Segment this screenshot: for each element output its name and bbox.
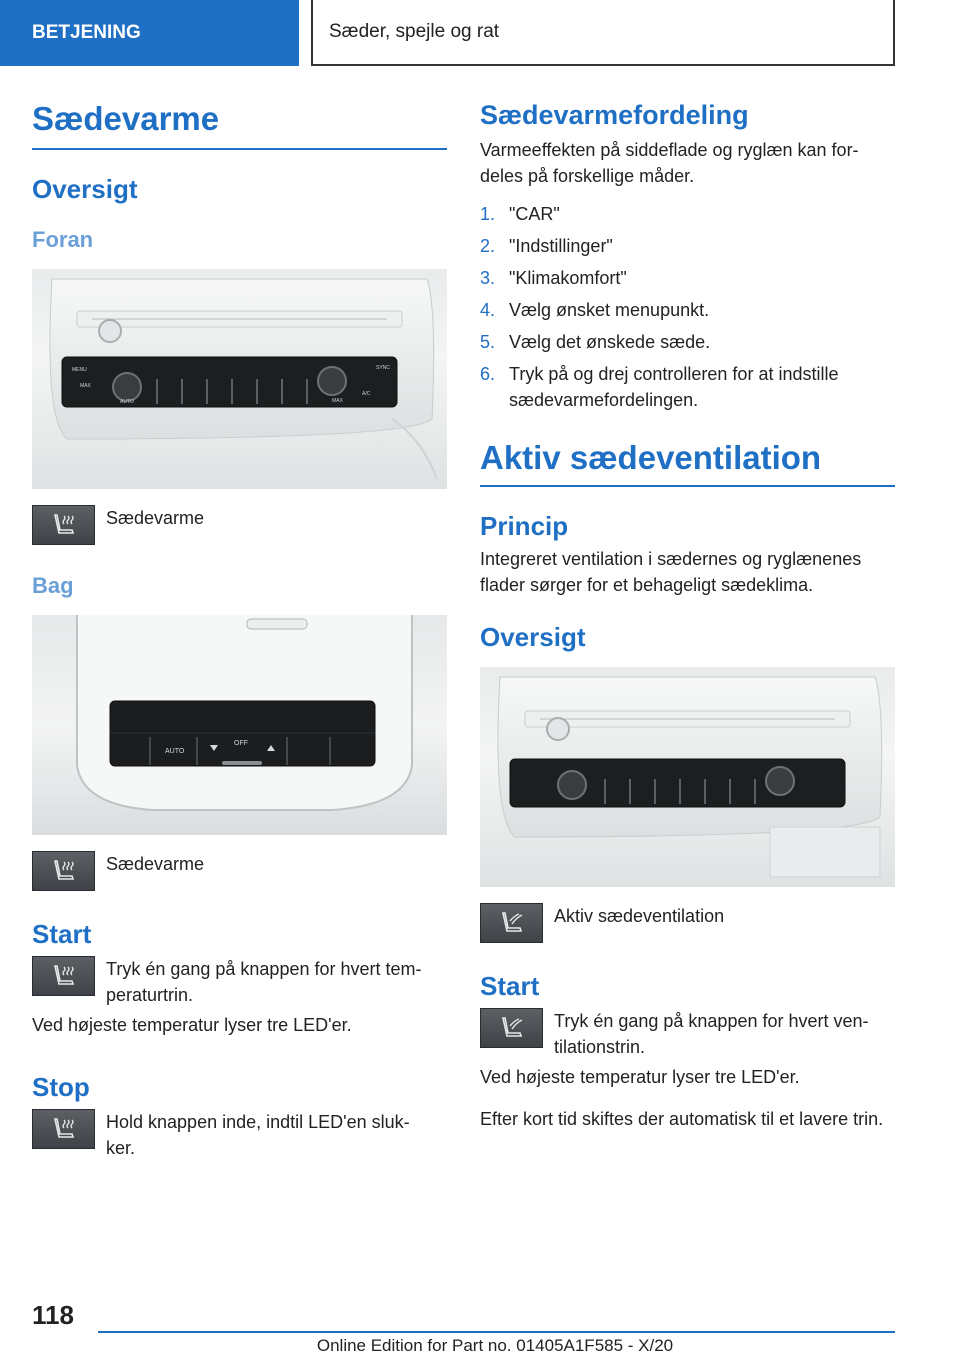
stop-text: Hold knappen inde, indtil LED'en sluk-ker. bbox=[106, 1112, 410, 1158]
list-item: 3. "Klimakomfort" bbox=[480, 268, 627, 288]
seat-heating-icon bbox=[49, 1116, 79, 1142]
seat-heating-button-icon bbox=[32, 505, 95, 545]
front-panel-label: SYNC bbox=[376, 365, 390, 371]
list-item: 5. Vælg det ønskede sæde. bbox=[480, 332, 711, 352]
page-title: Sædevarme bbox=[32, 100, 447, 150]
overview-heading: Oversigt bbox=[32, 174, 138, 204]
distribution-heading: Sædevarmefordeling bbox=[480, 100, 749, 130]
front-heading: Foran bbox=[32, 227, 94, 252]
ventilation-icon-row bbox=[480, 903, 895, 943]
list-item: 4. Vælg ønsket menupunkt. bbox=[480, 300, 710, 320]
vent-start-note: Ved højeste temperatur lyser tre LED'er. bbox=[480, 1067, 800, 1087]
start-text: Tryk én gang på knappen for hvert tem-peraturtrin. bbox=[106, 959, 422, 1005]
front-panel-label: MAX bbox=[80, 383, 91, 389]
footer-edition: Online Edition for Part no. 01405A1F585 - X/20 bbox=[316, 1336, 674, 1355]
rear-icon-label: Sædevarme bbox=[106, 854, 205, 874]
principle-heading: Princip bbox=[480, 511, 569, 541]
seat-ventilation-icon bbox=[497, 910, 527, 936]
ventilation-panel-illustration bbox=[480, 667, 895, 887]
vent-start-heading: Start bbox=[480, 971, 540, 1001]
rear-seat-heating-icon-row bbox=[32, 851, 447, 891]
seat-heating-button-icon bbox=[32, 851, 95, 891]
front-panel-label: A/C bbox=[362, 391, 371, 397]
seat-heating-button-icon bbox=[32, 956, 95, 996]
seat-heating-icon bbox=[49, 512, 79, 538]
list-item: 6. Tryk på og drej controlleren for at indstille sædevarmefordelingen. bbox=[480, 364, 839, 410]
page-number: 118 bbox=[32, 1300, 74, 1330]
front-panel-label: AUTO bbox=[120, 399, 134, 405]
footer-divider bbox=[98, 1331, 895, 1333]
distribution-intro: Varmeeffekten på siddeflade og ryglæn kan for-deles på forskellige måder. bbox=[480, 140, 859, 186]
chapter-title: Sæder, spejle og rat bbox=[311, 0, 895, 66]
front-panel-illustration bbox=[32, 269, 447, 489]
front-seat-heating-icon-row bbox=[32, 505, 447, 545]
vent-start-instruction bbox=[480, 1008, 895, 1060]
ventilation-icon-label: Aktiv sædeventilation bbox=[554, 906, 725, 926]
rear-climate-panel-image bbox=[32, 615, 447, 835]
front-icon-label: Sædevarme bbox=[106, 508, 205, 528]
page-header bbox=[0, 0, 960, 66]
start-instruction bbox=[32, 956, 447, 1008]
front-panel-label: MENU bbox=[72, 367, 87, 373]
left-column bbox=[32, 100, 447, 1161]
ventilation-title: Aktiv sædeventilation bbox=[480, 439, 895, 487]
seat-heating-icon bbox=[49, 858, 79, 884]
seat-ventilation-icon bbox=[497, 1015, 527, 1041]
principle-text: Integreret ventilation i sædernes og ryglænenes flader sørger for et behageligt sædeklima. bbox=[480, 549, 862, 595]
vent-start-text: Tryk én gang på knappen for hvert ven-tilationstrin. bbox=[554, 1011, 869, 1057]
rear-panel-label: OFF bbox=[234, 740, 248, 747]
seat-ventilation-button-icon bbox=[480, 903, 543, 943]
front-climate-panel-image bbox=[32, 269, 447, 489]
seat-heating-button-icon bbox=[32, 1109, 95, 1149]
vent-after-note: Efter kort tid skiftes der automatisk til et lavere trin. bbox=[480, 1109, 884, 1129]
list-item: 1. "CAR" bbox=[480, 204, 560, 224]
stop-heading: Stop bbox=[32, 1072, 90, 1102]
ventilation-panel-image bbox=[480, 667, 895, 887]
seat-heating-icon bbox=[49, 963, 79, 989]
right-column bbox=[480, 100, 895, 1132]
rear-panel-label: AUTO bbox=[165, 748, 185, 755]
start-heading: Start bbox=[32, 919, 92, 949]
seat-ventilation-button-icon bbox=[480, 1008, 543, 1048]
distribution-steps bbox=[480, 201, 895, 413]
front-panel-label: MAX bbox=[332, 398, 343, 404]
rear-panel-illustration bbox=[32, 615, 447, 835]
list-item: 2. "Indstillinger" bbox=[480, 236, 613, 256]
section-tab: BETJENING bbox=[0, 0, 299, 66]
overview-heading: Oversigt bbox=[480, 622, 586, 652]
start-note: Ved højeste temperatur lyser tre LED'er. bbox=[32, 1015, 352, 1035]
rear-heading: Bag bbox=[32, 573, 74, 598]
stop-instruction bbox=[32, 1109, 447, 1161]
